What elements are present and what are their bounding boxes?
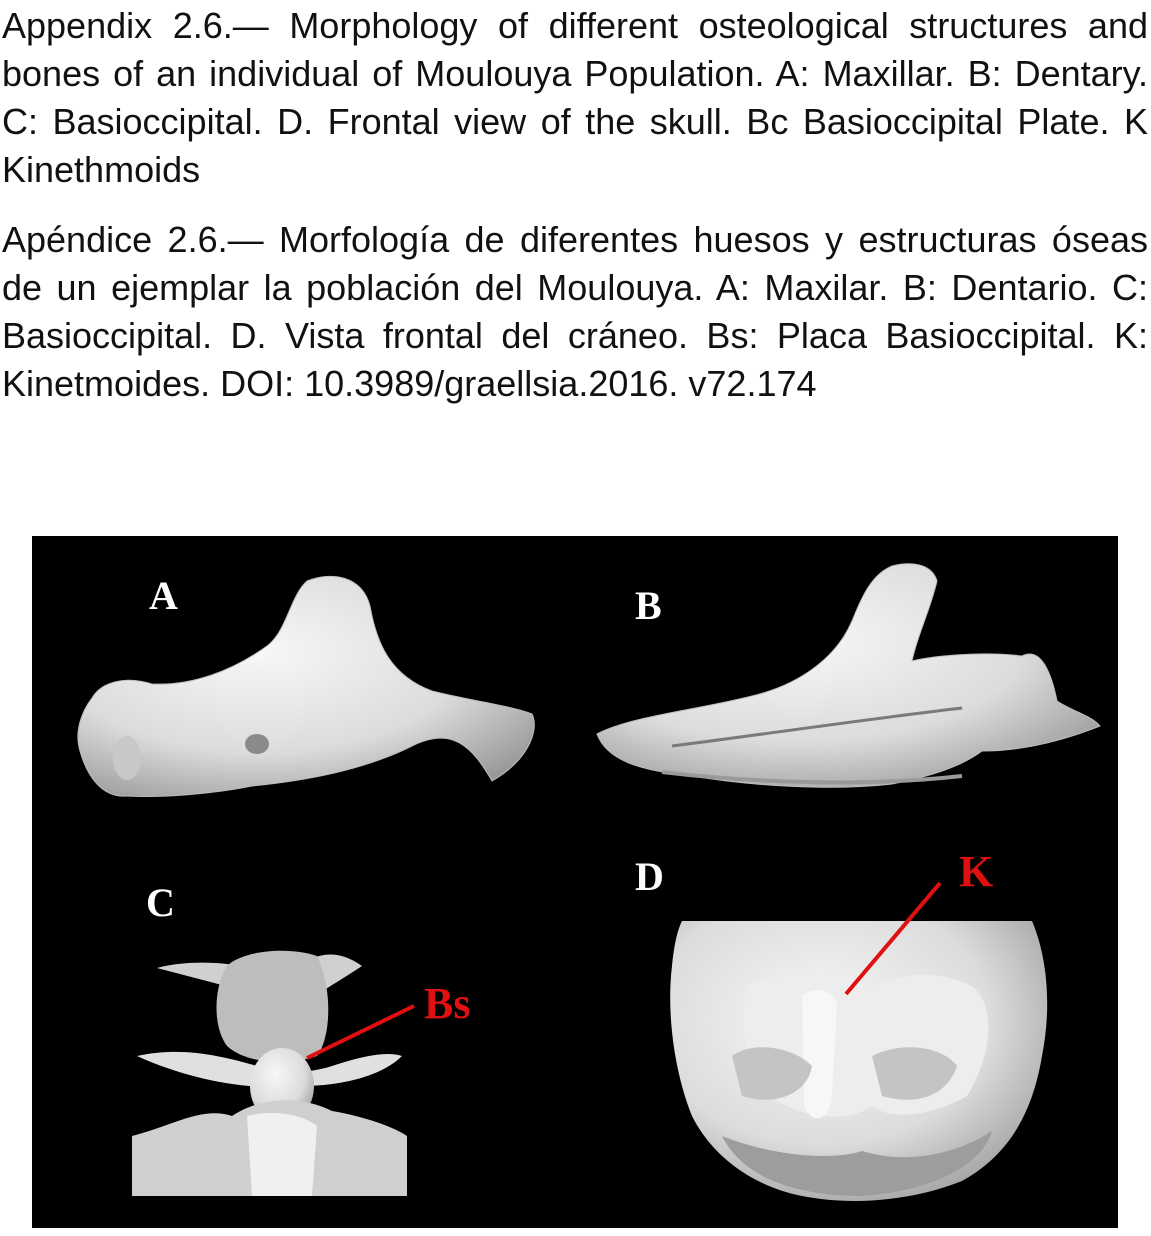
panel-label-b: B: [635, 583, 662, 628]
maxillar-bone: [78, 573, 534, 796]
maxillar-condyle: [113, 736, 141, 780]
osteology-figure: [32, 536, 1118, 1228]
bone-illustrations: [32, 536, 1118, 1228]
panel-label-a: A: [149, 573, 178, 618]
skull-frontal: [670, 921, 1047, 1201]
panel-label-c: C: [146, 880, 175, 925]
caption-english: Appendix 2.6.— Morphology of different osteological structures and bones of an individual of Moulouya Population. A: Maxillar. B: Dentary. C: Basioccipital. D. Frontal view of the skull. Bc Basioccipital Plate. K Kinethmoids: [2, 5, 1148, 190]
dentary-bone: [597, 564, 1100, 787]
caption-spanish: Apéndice 2.6.— Morfología de diferentes huesos y estructuras óseas de un ejemplar la población del Moulouya. A: Maxilar. B: Dentario. C: Basioccipital. D. Vista frontal del cráneo. Bs: Placa Basioccipital. K: Kinetmoides. DOI: 10.3989/graellsia.2016. v72.174: [2, 219, 1148, 404]
basioccipital-structure: [132, 951, 407, 1196]
maxillar-foramen: [245, 734, 269, 754]
bs-label: Bs: [424, 979, 471, 1028]
k-label: K: [959, 847, 994, 896]
panel-label-d: D: [635, 854, 664, 899]
